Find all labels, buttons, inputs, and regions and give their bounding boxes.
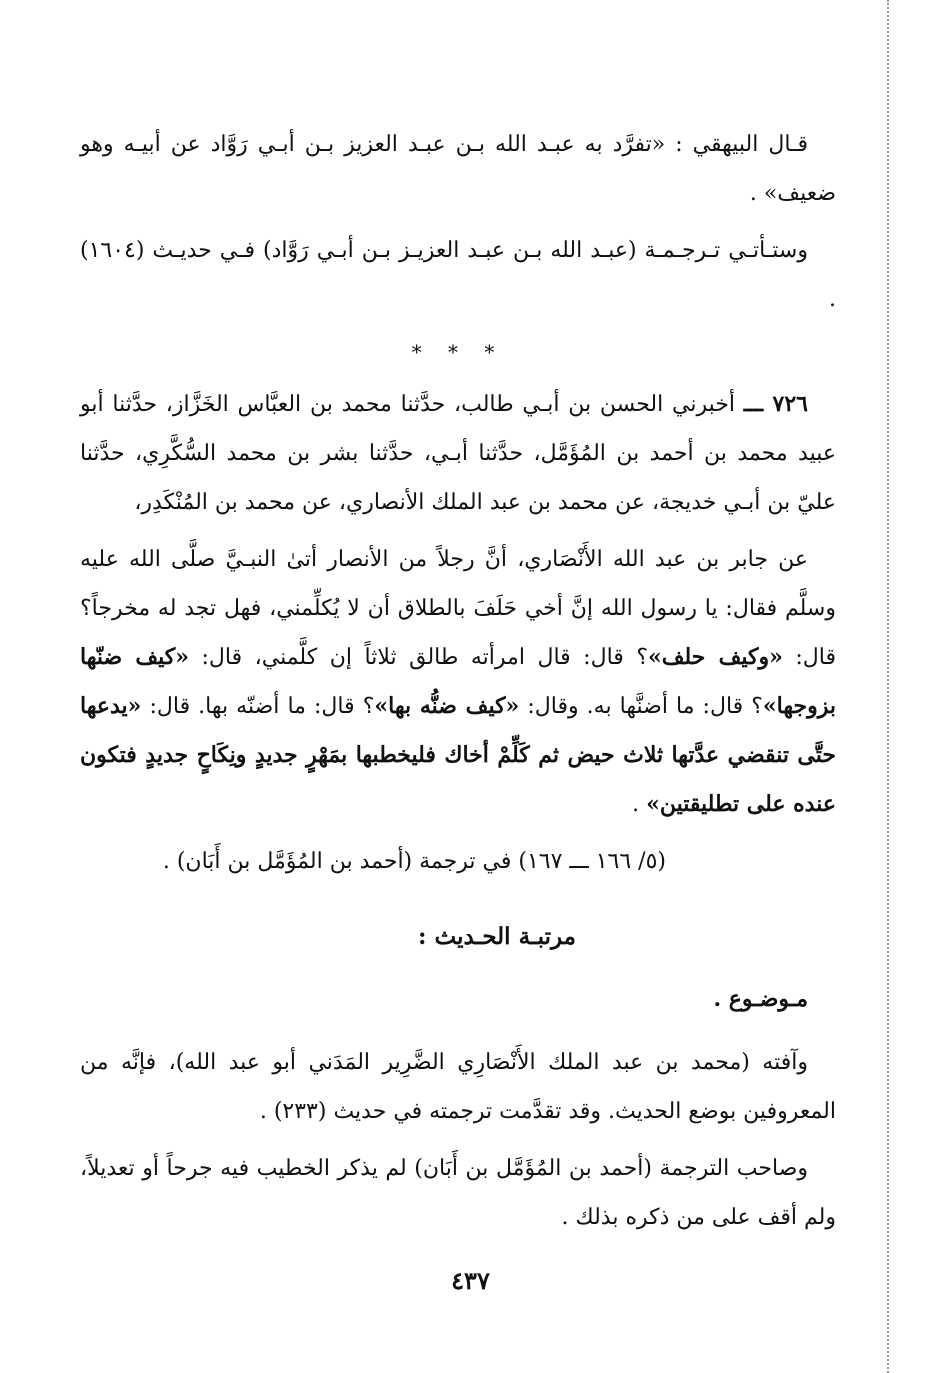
commentary-paragraph-1	[80, 1038, 836, 1136]
matn-quote-4: «يدعها حتَّى تنقضي عدَّتها ثلاث حيض ثم كَلِّمْ أخاك فليخطبها بمَهْرٍ جديدٍ ونِكَاحٍ جديدٍ فتكون عنده على تطليقتين»	[80, 693, 836, 817]
commentary-1a: وآفته (محمد بن عبد الملك الأَنْصَارِي الضَّرِير المَدَني أبو عبد الله)،	[156, 1050, 808, 1075]
commentary-paragraph-2	[80, 1144, 836, 1242]
commentary-2: وصاحب الترجمة (أحمد بن المُؤَمَّل بن أَبَان) لم يذكر الخطيب فيه جرحاً أو تعديلاً، ولم أقف على من ذكره بذلك .	[80, 1156, 836, 1230]
commentary-1b: فإنَّه من المعروفين بوضع الحديث. وقد تقدَّمت ترجمته في حديث (٢٣٣) .	[80, 1050, 836, 1124]
page-number: ٤٣٧	[451, 1266, 490, 1295]
matn-quote-2: «كيف ضنّها بزوجها»	[80, 644, 836, 719]
page-edge-rule	[887, 0, 889, 1373]
matn-part-5: .	[632, 792, 647, 817]
matn-part-4: ؟ قال: ما أضنّه بها. قال:	[141, 694, 375, 719]
translation-note	[80, 226, 836, 324]
translation-note-text: وستـأتـي تـرجـمـة (عبـد الله بـن عبـد العزيـز بـن أبـي رَوَّاد) فـي حديـث (١٦٠٤) .	[80, 238, 836, 312]
source-reference	[80, 837, 836, 886]
bayhaqi-note	[80, 120, 836, 218]
isnad-text: أخبرني الحسن بن أبـي طالب، حدَّثنا محمد بن العبَّاس الخَزَّاز، حدَّثنا أبو عبيد محمد بن أحمد بن المُؤَمَّل، حدَّثنا أبـي، حدَّثنا بشر بن محمد السُّكَّرِي، حدَّثنا عليّ بن أبـي خديجة، عن محمد بن عبد الملك الأنصاري، عن محمد بن المُنْكَدِر،	[80, 392, 836, 515]
matn-part-3: ؟ قال: ما أضنَّها به. وقال:	[519, 694, 763, 719]
matn-part-2: ؟ قال: قال امرأته طالق ثلاثاً إن كلَّمني، قال:	[188, 645, 648, 670]
bayhaqi-note-text: قـال البيهقي : «تفرَّد به عبـد الله بـن عبـد العزيز بـن أبـي رَوَّاد عن أبيـه وهو ضعيف» .	[80, 132, 836, 206]
grade-heading: مرتبـة الحـديث :	[418, 923, 576, 950]
matn-quote-3: «كيف ضنُّه بها»	[374, 693, 520, 719]
hadith-matn	[80, 535, 836, 829]
page-body	[80, 120, 836, 1250]
source-reference-text: (٥/ ١٦٦ ـــ ١٦٧) في ترجمة (أحمد بن المُؤَمَّل بن أَبَان) .	[162, 849, 666, 874]
section-separator: * * *	[411, 340, 505, 364]
matn-quote-1: «وكيف حلف»	[648, 644, 783, 670]
hadith-isnad	[80, 380, 836, 527]
grade-verdict: مـوضـوع .	[713, 986, 808, 1012]
matn-part-1: عن جابر بن عبد الله الأَنْصَاري، أنَّ رجلاً من الأنصار أتىٰ النبـيَّ صلَّى الله عليه وسلَّم فقال: يا رسول الله إنَّ أخي حَلَفَ بالطلاق أن لا يُكلِّمني، فهل تجد له مخرجاً؟ قال:	[80, 547, 836, 670]
hadith-number: ٧٢٦ ـــ	[743, 391, 808, 417]
